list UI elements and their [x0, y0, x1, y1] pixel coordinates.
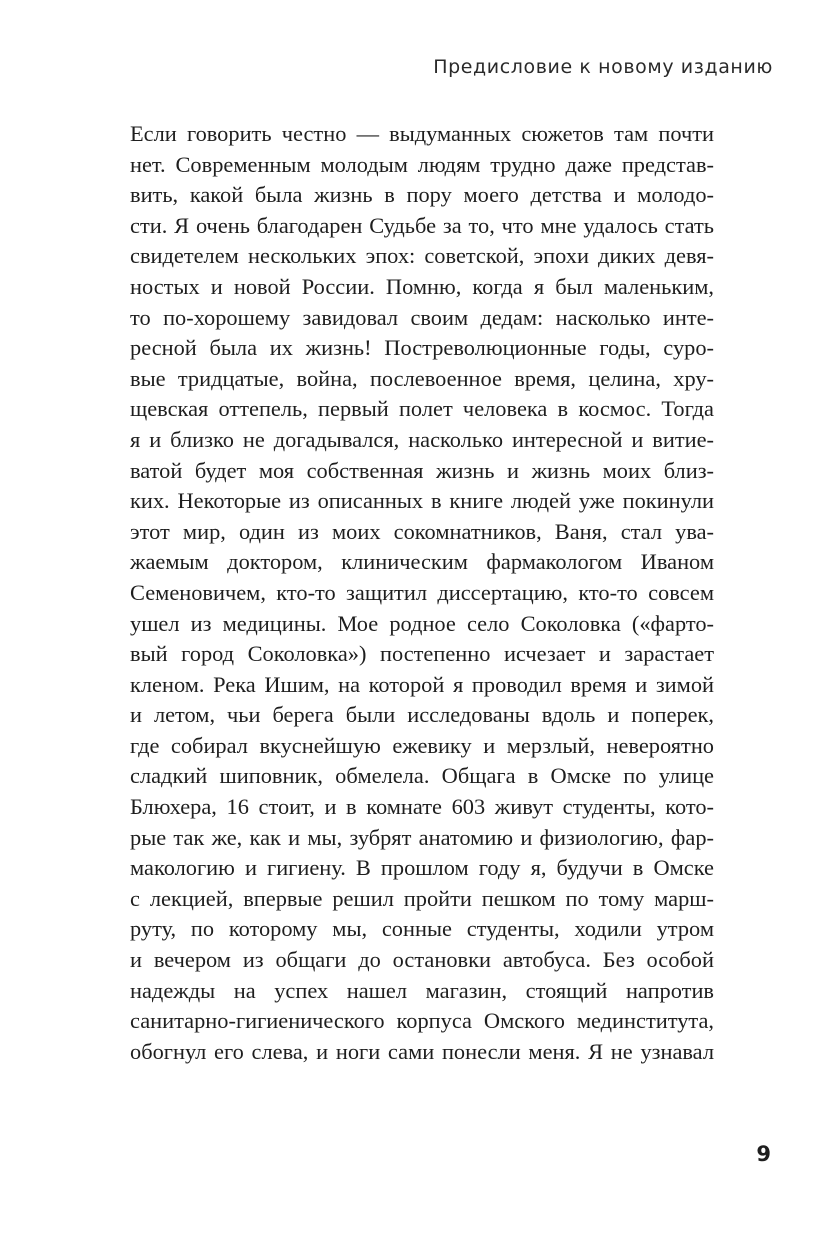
text-line: щевская оттепель, первый полет человека в космос. Тогда [130, 396, 714, 422]
text-line: сладкий шиповник, обмелела. Общага в Омске по улице [130, 763, 714, 789]
text-line: вый город Соколовка») постепенно исчезает и зарастает [130, 641, 714, 667]
text-line: макологию и гигиену. В прошлом году я, будучи в Омске [130, 855, 714, 881]
text-line: Семеновичем, кто-то защитил диссертацию, кто-то совсем [130, 579, 714, 605]
text-line: санитарно-гигиенического корпуса Омского мединститута, [130, 1008, 714, 1034]
text-line: сти. Я очень благодарен Судьбе за то, что мне удалось стать [130, 212, 714, 238]
text-line: ресной была их жизнь! Постреволюционные годы, суро- [130, 335, 714, 361]
text-line: руту, по которому мы, сонные студенты, ходили утром [130, 916, 714, 942]
text-line: с лекцией, впервые решил пройти пешком по тому марш- [130, 885, 714, 911]
text-line: и вечером из общаги до остановки автобуса. Без особой [130, 947, 714, 973]
text-line: нет. Современным молодым людям трудно даже представ- [130, 151, 714, 177]
body-text [130, 119, 714, 1067]
text-line: где собирал вкуснейшую ежевику и мерзлый, невероятно [130, 732, 714, 758]
text-line: ких. Некоторые из описанных в книге людей уже покинули [130, 488, 714, 514]
text-line: я и близко не догадывался, насколько интересной и витие- [130, 426, 714, 452]
text-line: Блюхера, 16 стоит, и в комнате 603 живут студенты, кото- [130, 794, 714, 820]
text-line: ушел из медицины. Мое родное село Соколовка («фарто- [130, 610, 714, 636]
text-line: надежды на успех нашел магазин, стоящий напротив [130, 977, 714, 1003]
text-line: вые тридцатые, война, послевоенное время, целина, хру- [130, 365, 714, 391]
text-line: свидетелем нескольких эпох: советской, эпохи диких девя- [130, 243, 714, 269]
text-line: кленом. Река Ишим, на которой я проводил время и зимой [130, 671, 714, 697]
text-line: ностых и новой России. Помню, когда я был маленьким, [130, 273, 714, 299]
running-header: Предисловие к новому изданию [433, 56, 773, 78]
text-line: рые так же, как и мы, зубрят анатомию и физиологию, фар- [130, 824, 714, 850]
text-line: Если говорить честно — выдуманных сюжетов там почти [130, 121, 714, 146]
page-number: 9 [756, 1142, 771, 1166]
text-line: и летом, чьи берега были исследованы вдоль и поперек, [130, 702, 714, 728]
text-line: вить, какой была жизнь в пору моего детства и молодо- [130, 182, 714, 208]
text-line: этот мир, один из моих сокомнатников, Ваня, стал ува- [130, 518, 714, 544]
text-line: обогнул его слева, и ноги сами понесли меня. Я не узнавал [130, 1038, 714, 1064]
text-line: то по-хорошему завидовал своим дедам: насколько инте- [130, 304, 714, 330]
text-line: жаемым доктором, клиническим фармакологом Иваном [130, 549, 714, 575]
text-line: ватой будет моя собственная жизнь и жизнь моих близ- [130, 457, 714, 483]
